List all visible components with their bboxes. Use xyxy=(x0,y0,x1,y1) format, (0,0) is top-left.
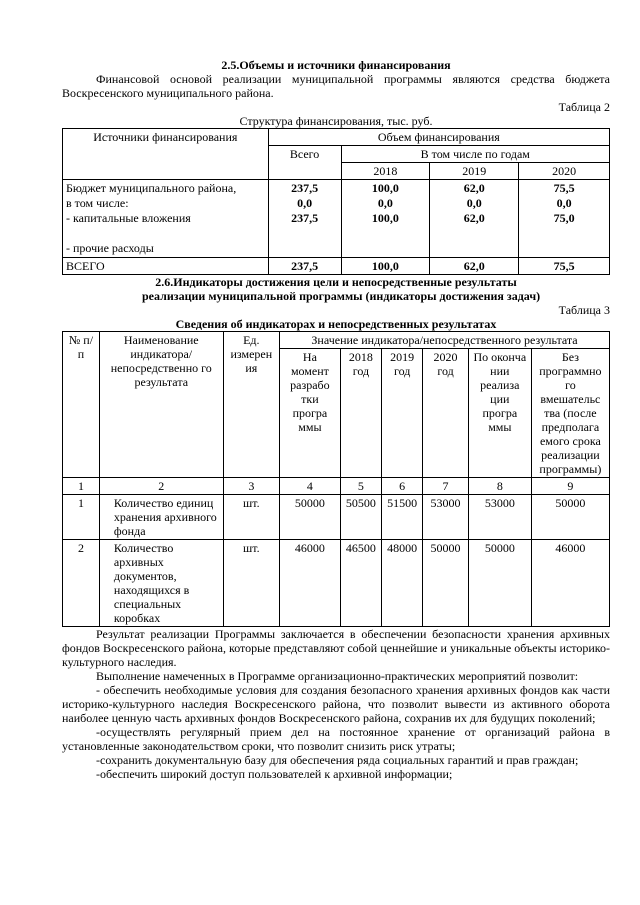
cell-value: 53000 xyxy=(423,495,469,540)
list-item: -сохранить документальную базу для обеспечения ряда социальных гарантий и прав граждан; xyxy=(96,753,579,767)
cell-value: 0,0 xyxy=(297,196,313,210)
cell-value: 51500 xyxy=(382,495,423,540)
column-number: 8 xyxy=(468,478,531,495)
header-values: Значение индикатора/непосредственного результата xyxy=(280,332,610,349)
column-number: 7 xyxy=(423,478,469,495)
column-number: 2 xyxy=(99,478,223,495)
cell-value: 237,5 xyxy=(291,181,319,195)
list-item: - обеспечить необходимые условия для создания безопасного хранения архивных фондов как части историко-культурного наследия Воскресенского района, что позволит вывести из активного оборота наиболее ценную часть архивных фондов Воскресенского района, сохранив их для будущих поколений; xyxy=(62,683,610,725)
header-2019: 2019 год xyxy=(382,349,423,478)
cell-value: 62,0 xyxy=(463,211,485,225)
header-num: № п/п xyxy=(63,332,100,478)
result-paragraph: Результат реализации Программы заключается в обеспечении безопасности хранения архивных фондов Воскресенского района, которые представляют собой ценнейшие и уникальные объекты историко-культурного наследия. xyxy=(62,627,610,669)
column-number: 3 xyxy=(223,478,279,495)
cell-value: 100,0 xyxy=(341,258,430,275)
cell-value: 50000 xyxy=(531,495,609,540)
cell-value: 75,5 xyxy=(553,181,575,195)
unit: шт. xyxy=(223,495,279,540)
header-year: 2019 xyxy=(430,163,519,180)
row-number: 2 xyxy=(63,540,100,627)
list-item: -осуществлять регулярный прием дел на постоянное хранение от организаций района в установленные законодательством сроки, что позволит снизить риск утраты; xyxy=(62,725,610,753)
cell-value: 100,0 xyxy=(371,181,399,195)
row-label: в том числе: xyxy=(66,196,129,210)
cell-value: 62,0 xyxy=(430,258,519,275)
table-row xyxy=(63,495,610,540)
header-year: 2020 xyxy=(519,163,610,180)
intro-paragraph: Выполнение намеченных в Программе организационно-практических мероприятий позволит: xyxy=(96,669,579,683)
cell-value: 50000 xyxy=(423,540,469,627)
header-sources: Источники финансирования xyxy=(63,129,269,180)
row-label: Бюджет муниципального района, xyxy=(66,181,237,195)
unit: шт. xyxy=(223,540,279,627)
cell-value: 50000 xyxy=(280,495,341,540)
section-25-paragraph: Финансовой основой реализации муниципальной программы являются средства бюджета Воскресенского муниципального района. xyxy=(62,72,610,100)
header-unit: Ед. измерен ия xyxy=(223,332,279,478)
cell-value: 62,0 xyxy=(463,181,485,195)
cell-value: 237,5 xyxy=(268,258,341,275)
section-26-title-line1: 2.6.Индикаторы достижения цели и непосредственные результаты xyxy=(155,275,517,289)
row-number: 1 xyxy=(63,495,100,540)
section-26-title-line2: реализации муниципальной программы (индикаторы достижения задач) xyxy=(142,289,541,303)
column-number: 9 xyxy=(531,478,609,495)
cell-value: 48000 xyxy=(382,540,423,627)
header-volume: Объем финансирования xyxy=(268,129,609,146)
column-number: 1 xyxy=(63,478,100,495)
section-25-title: 2.5.Объемы и источники финансирования xyxy=(221,58,451,72)
cell-value: 46000 xyxy=(531,540,609,627)
header-name: Наименование индикатора/ непосредственно го результата xyxy=(99,332,223,478)
table2-caption: Структура финансирования, тыс. руб. xyxy=(239,114,433,128)
total-label: ВСЕГО xyxy=(63,258,269,275)
cell-value: 46500 xyxy=(340,540,381,627)
table3-label: Таблица 3 xyxy=(558,303,610,317)
header-incl-years: В том числе по годам xyxy=(341,146,609,163)
cell-value: 46000 xyxy=(280,540,341,627)
header-moment: На момент разрабо тки програ ммы xyxy=(280,349,341,478)
table-row xyxy=(63,180,610,258)
list-item: -обеспечить широкий доступ пользователей к архивной информации; xyxy=(96,767,453,781)
cell-value: 53000 xyxy=(468,495,531,540)
table3-caption: Сведения об индикаторах и непосредственных результатах xyxy=(175,317,497,331)
table-row xyxy=(63,540,610,627)
cell-value: 50500 xyxy=(340,495,381,540)
header-year: 2018 xyxy=(341,163,430,180)
cell-value: 0,0 xyxy=(377,196,393,210)
header-2020: 2020 год xyxy=(423,349,469,478)
header-end: По оконча нии реализа ции програ ммы xyxy=(468,349,531,478)
column-numbers-row xyxy=(63,478,610,495)
cell-value: 0,0 xyxy=(466,196,482,210)
column-number: 4 xyxy=(280,478,341,495)
header-2018: 2018 год xyxy=(340,349,381,478)
column-number: 5 xyxy=(340,478,381,495)
cell-value: 237,5 xyxy=(291,211,319,225)
table2-label: Таблица 2 xyxy=(558,100,610,114)
header-without: Без программно го вмешательс тва (после предполага емого срока реализации программы) xyxy=(531,349,609,478)
cell-value: 75,5 xyxy=(519,258,610,275)
total-row xyxy=(63,258,610,275)
cell-value: 100,0 xyxy=(371,211,399,225)
indicators-table xyxy=(62,331,610,627)
indicator-name: Количество архивных документов, находящихся в специальных коробках xyxy=(99,540,223,627)
cell-value: 0,0 xyxy=(556,196,572,210)
indicator-name: Количество единиц хранения архивного фонда xyxy=(99,495,223,540)
header-total: Всего xyxy=(268,146,341,180)
cell-value: 50000 xyxy=(468,540,531,627)
column-number: 6 xyxy=(382,478,423,495)
financing-table xyxy=(62,128,610,275)
cell-value: 75,0 xyxy=(553,211,575,225)
document-page xyxy=(62,58,610,781)
row-label: - прочие расходы xyxy=(66,241,154,255)
row-label: - капитальные вложения xyxy=(66,211,191,225)
